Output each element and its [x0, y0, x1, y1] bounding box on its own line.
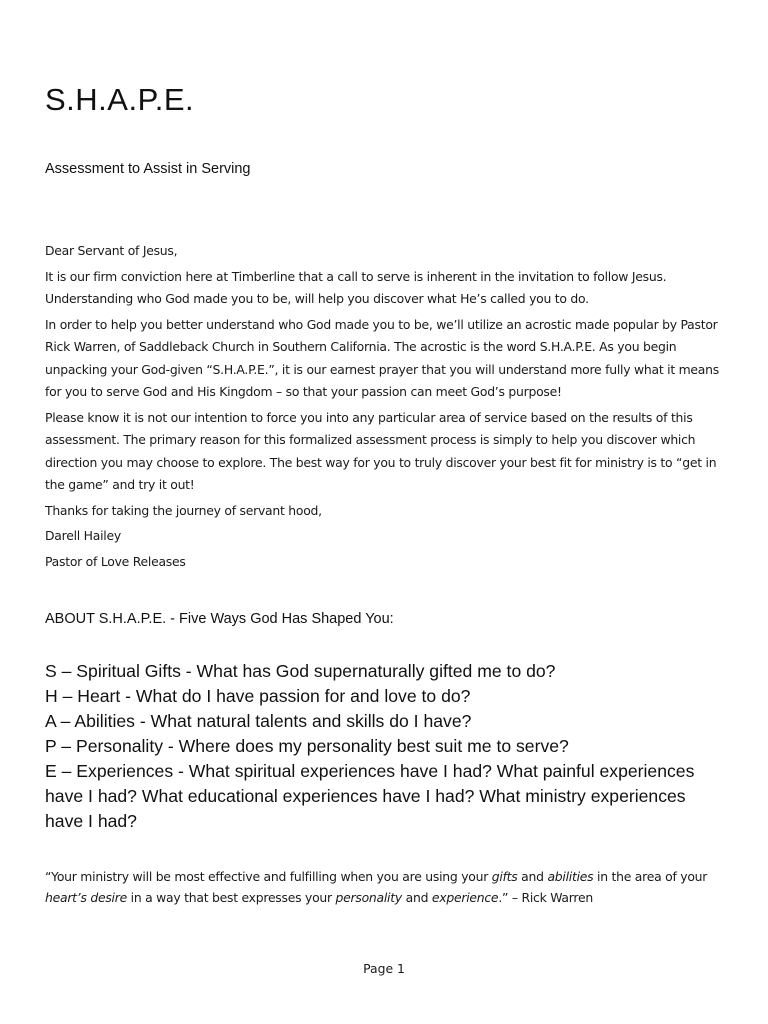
document-title: S.H.A.P.E.: [45, 82, 195, 117]
document-subtitle: Assessment to Assist in Serving: [45, 161, 251, 177]
letter-paragraph: Please know it is not our intention to force you into any particular area of service based on the results of this assessment. The primary reason for this formalized assessment process is simply to help you discover which direction you may choose to explore. The best way for you to truly discover your best fit for ministry is to “get in the game” and try it out!: [45, 409, 717, 492]
letter-signer-name: Darell Hailey: [45, 528, 121, 543]
letter-salutation: Dear Servant of Jesus,: [45, 243, 178, 258]
rick-warren-quote: [45, 866, 735, 908]
letter-body: [45, 240, 730, 576]
quote-emphasis: personality: [335, 890, 402, 905]
shape-item-h: H – Heart - What do I have passion for and love to do?: [45, 686, 471, 706]
letter-paragraph: In order to help you better understand who God made you to be, we’ll utilize an acrostic made popular by Pastor Rick Warren, of Saddleback Church in Southern California. The acrostic is the word S.H.A.P.E. As you begin unpacking your God-given “S.H.A.P.E.”, it is our earnest prayer that you will understand more fully what it means for you to serve God and His Kingdom – so that your passion can meet God’s purpose!: [45, 316, 719, 399]
shape-item-e: E – Experiences - What spiritual experiences have I had? What painful experiences have I had? What educational experiences have I had? What ministry experiences have I had?: [45, 761, 695, 831]
quote-emphasis: experience: [431, 890, 499, 905]
letter-signer-title: Pastor of Love Releases: [45, 553, 186, 569]
shape-item-s: S – Spiritual Gifts - What has God supernaturally gifted me to do?: [45, 661, 556, 681]
shape-item-a: A – Abilities - What natural talents and skills do I have?: [45, 711, 472, 731]
about-heading: ABOUT S.H.A.P.E. - Five Ways God Has Shaped You:: [45, 611, 394, 627]
quote-emphasis: abilities: [547, 869, 594, 884]
shape-item-p: P – Personality - Where does my personality best suit me to serve?: [45, 736, 569, 756]
letter-closing: Thanks for taking the journey of servant hood,: [45, 502, 322, 518]
letter-paragraph: It is our firm conviction here at Timberline that a call to serve is inherent in the invitation to follow Jesus. Understanding who God made you to be, will help you discover what He’s called you to do.: [45, 268, 667, 306]
quote-text: and: [401, 890, 432, 905]
page-number: Page 1: [363, 961, 405, 976]
quote-text: in a way that best expresses your: [126, 890, 336, 905]
shape-list: [45, 659, 715, 834]
quote-text: “Your ministry will be most effective and fulfilling when you are using your: [45, 869, 492, 884]
quote-text: in the area of your: [593, 869, 708, 884]
quote-text: .” – Rick Warren: [498, 890, 593, 905]
quote-emphasis: heart’s desire: [45, 890, 127, 905]
quote-text: and: [517, 869, 548, 884]
quote-emphasis: gifts: [491, 869, 518, 884]
